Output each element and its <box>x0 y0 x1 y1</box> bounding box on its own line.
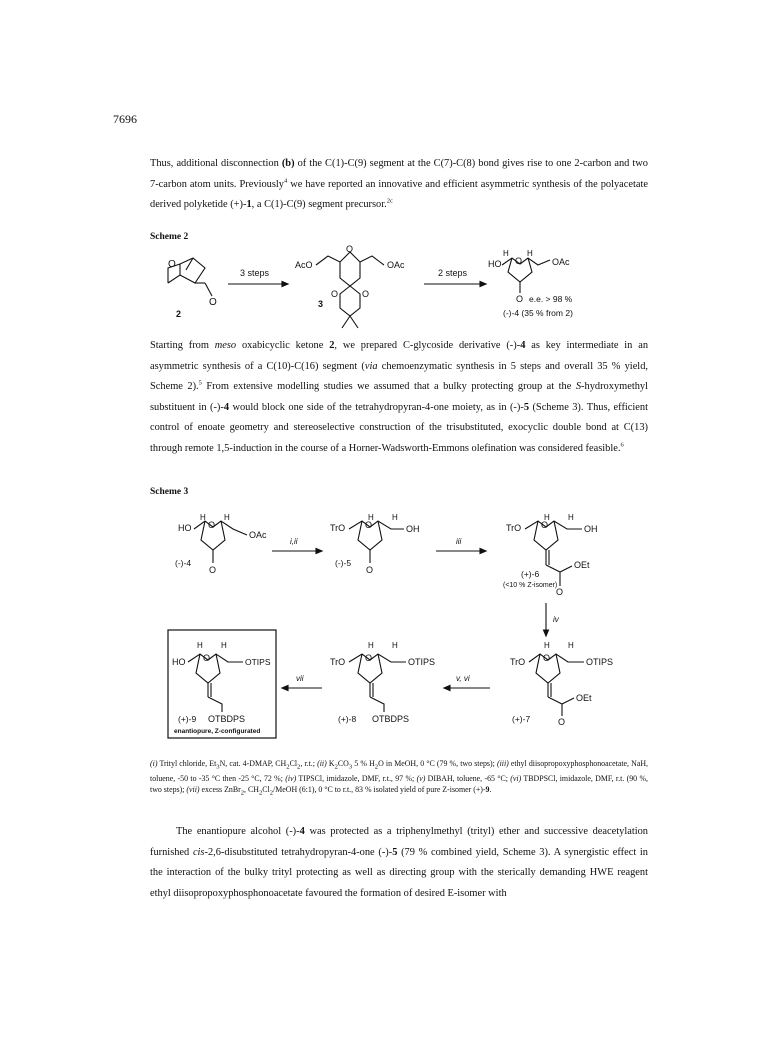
h-label: H <box>544 641 550 650</box>
otips-label: OTIPS <box>245 657 271 667</box>
compound-9-note: enantiopure, Z-configurated <box>174 728 261 735</box>
tro-label: TrO <box>330 523 346 533</box>
text-run: 5 % H <box>352 759 375 768</box>
arrow-label-2-steps: 2 steps <box>438 268 468 278</box>
oxygen-label: O <box>346 244 354 254</box>
text-italic: cis <box>192 846 205 858</box>
otbdps-label: OTBDPS <box>208 714 246 724</box>
h-label: H <box>368 513 374 522</box>
h-label: H <box>527 249 533 258</box>
text-run: . <box>489 784 492 794</box>
text-run: excess ZnBr <box>199 784 241 794</box>
text-run: TBDPSCl, imidazole, DMF, r.t. (90 %, two steps); <box>150 773 648 794</box>
compound-2-number: 2 <box>176 309 182 319</box>
subscript: 2 <box>334 763 338 771</box>
ho-label: HO <box>488 259 502 269</box>
oxygen-label: O <box>209 297 217 308</box>
arrow-head <box>544 630 549 636</box>
oxygen-label: O <box>556 587 564 597</box>
oac-label: OAc <box>552 257 570 267</box>
subscript: 2 <box>374 763 379 771</box>
oxygen-label: O <box>558 717 566 727</box>
text-run: oxabicyclic ketone <box>236 340 330 351</box>
scheme-2-label: Scheme 2 <box>150 232 189 242</box>
reagent-label: iii <box>456 537 462 546</box>
h-label: H <box>224 513 230 522</box>
text-bold: 2 <box>329 340 335 351</box>
oxygen-label: O <box>516 294 524 304</box>
text-bold: 5 <box>523 401 530 413</box>
compound-9-structure <box>172 641 271 735</box>
h-label: H <box>392 513 398 522</box>
text-run: of the C(1)-C(9) segment at the C(7)-C(8) bond gives rise to one 2-carbon and two 7-carbon atom units. Previously <box>150 158 648 190</box>
text-bold: 4 <box>223 401 230 413</box>
text-run: TIPSCl, imidazole, DMF, r.t., 97 %; <box>296 773 417 783</box>
compound-5-label: (-)-5 <box>335 558 352 568</box>
reagent-label: vii <box>296 674 304 683</box>
tro-label: TrO <box>330 657 346 667</box>
h-label: H <box>568 513 574 522</box>
h-label: H <box>197 641 203 650</box>
compound-8-label: (+)-8 <box>338 714 357 724</box>
scheme-3-label: Scheme 3 <box>150 487 189 497</box>
text-run: (Scheme 3). Thus, efficient control of enoate geometry and stereoselective construction of the trisubstituted, exocyclic double bond at C(13) through remote 1,5-induction in the course of a Horner-Wadsworth-Emmons olefination was considered feasible. <box>150 401 648 454</box>
text-run: ethyl diisopropoxyphosphonoacetate, NaH, toluene, -50 to -35 °C then -25 °C, 72 %; <box>150 759 648 783</box>
condition-index: (i) <box>150 759 158 768</box>
text-run: chemoenzymatic synthesis in 5 steps and overall 35 % yield, Scheme 2). <box>150 360 648 392</box>
subscript: 2 <box>240 789 245 797</box>
reagent-label: iv <box>553 615 559 624</box>
text-run: Thus, additional disconnection <box>150 158 282 169</box>
subscript: 2 <box>269 789 274 797</box>
h-label: H <box>392 641 398 650</box>
compound-5-structure <box>330 513 420 575</box>
compound-7-structure <box>510 641 613 727</box>
text-run: (79 % combined yield, Scheme 3). A synergistic effect in the interaction of the bulky trityl protecting as well as directing group with the sterically demanding HWE reagent ethyl diisopropoxyphosphonoacetate favoured the formation of desired E-isomer with <box>150 846 649 899</box>
compound-7-label: (+)-7 <box>512 714 531 724</box>
text-run: The enantiopure alcohol (-)- <box>176 826 300 837</box>
text-italic: meso <box>214 340 237 351</box>
arrow-head <box>282 686 288 691</box>
oxygen-label: O <box>331 289 339 299</box>
scheme-3-conditions <box>150 758 648 798</box>
text-run: Cl <box>262 784 270 794</box>
condition-index: (v) <box>416 773 426 783</box>
compound-6-structure <box>503 513 598 597</box>
text-run: /MeOH (6:1), 0 °C to r.t., 83 % isolated yield of pure Z-isomer (+)- <box>273 784 486 794</box>
h-label: H <box>544 513 550 522</box>
text-bold: 4 <box>299 826 305 837</box>
oxygen-label: O <box>208 520 216 530</box>
text-bold: 9 <box>485 784 490 794</box>
subscript: 2 <box>258 789 263 797</box>
oxygen-label: O <box>365 520 373 530</box>
text-run: , r.t.; <box>300 759 318 768</box>
oet-label: OEt <box>574 560 590 570</box>
h-label: H <box>568 641 574 650</box>
text-run: CO <box>337 759 349 768</box>
ee-label: e.e. > 98 % <box>529 294 573 304</box>
text-run: , we prepared C-glycoside derivative (-)- <box>334 340 521 351</box>
subscript: 3 <box>348 763 353 771</box>
text-run: DIBAH, toluene, -65 °C; <box>425 773 511 783</box>
h-label: H <box>200 513 206 522</box>
text-run: O in MeOH, 0 °C (79 %, two steps); <box>378 759 497 768</box>
text-run: K <box>326 759 335 768</box>
tro-label: TrO <box>510 657 526 667</box>
oxygen-label: O <box>209 565 217 575</box>
text-bold: (b) <box>281 158 295 169</box>
tro-label: TrO <box>506 523 522 533</box>
oac-label: OAc <box>249 530 267 540</box>
otips-label: OTIPS <box>586 657 614 667</box>
oxygen-label: O <box>168 259 176 270</box>
compound-6-isomer-note: (<10 % Z-isomer) <box>503 582 558 589</box>
h-label: H <box>221 641 227 650</box>
oxygen-label: O <box>365 653 373 663</box>
text-run: Starting from <box>150 340 215 351</box>
text-run: Trityl chloride, Et <box>157 759 217 768</box>
oh-label: OH <box>584 524 598 534</box>
text-run: From extensive modelling studies we assumed that a bulky protecting group at the <box>201 381 576 392</box>
oxygen-label: O <box>366 565 374 575</box>
reference-superscript: 2c <box>386 197 393 205</box>
reference-superscript: 5 <box>198 379 202 387</box>
oxygen-label: O <box>203 653 211 663</box>
arrow-head <box>316 549 322 554</box>
compound-6-label: (+)-6 <box>521 569 540 579</box>
arrow-label-3-steps: 3 steps <box>240 268 270 278</box>
arrow-head <box>480 549 486 554</box>
text-bold: 5 <box>392 846 398 858</box>
oxygen-label: O <box>515 256 523 266</box>
compound-8-structure <box>330 641 435 724</box>
condition-index: (iv) <box>285 773 297 783</box>
reference-superscript: 6 <box>620 441 624 449</box>
text-run: -2,6-disubstituted tetrahydropyran-4-one (-)- <box>204 846 393 858</box>
text-run: -hydroxymethyl substituent in (-)- <box>150 381 648 413</box>
text-run: would block one side of the tetrahydropyran-4-one moiety, as in (-)- <box>229 401 524 413</box>
reference-superscript: 4 <box>283 177 288 185</box>
subscript: 3 <box>216 763 220 771</box>
oxygen-label: O <box>543 653 551 663</box>
text-italic: via <box>364 360 378 372</box>
condition-index: (ii) <box>317 759 327 768</box>
reagent-label: i,ii <box>290 537 298 546</box>
otips-label: OTIPS <box>408 657 436 667</box>
h-label: H <box>368 641 374 650</box>
condition-index: (vi) <box>510 773 522 783</box>
ho-label: HO <box>172 657 186 667</box>
text-run: Cl <box>289 759 298 768</box>
paragraph-results <box>150 822 648 904</box>
aco-label: AcO <box>295 260 313 270</box>
compound-4-label: (-)-4 <box>175 558 192 568</box>
oh-label: OH <box>406 524 420 534</box>
text-bold: 4 <box>520 340 526 351</box>
h-label: H <box>503 249 509 258</box>
subscript: 2 <box>297 763 301 771</box>
oac-label: OAc <box>387 260 405 270</box>
compound-4-structure <box>175 513 267 575</box>
text-run: we have reported an innovative and efficient asymmetric synthesis of the polyacetate derived polyketide (+)- <box>150 178 649 210</box>
oxygen-label: O <box>541 520 549 530</box>
page-number: 7696 <box>113 112 137 126</box>
text-run: as key intermediate in an asymmetric synthesis of a C(10)-C(16) segment ( <box>150 340 649 372</box>
text-run: , CH <box>244 784 259 794</box>
subscript: 2 <box>286 763 290 771</box>
oet-label: OEt <box>576 693 592 703</box>
oxygen-label: O <box>362 289 370 299</box>
condition-index: (vii) <box>186 784 200 794</box>
compound-9-label: (+)-9 <box>178 714 197 724</box>
text-bold: 1 <box>246 199 252 210</box>
text-run: N, cat. 4-DMAP, CH <box>219 759 287 768</box>
ho-label: HO <box>178 523 192 533</box>
otbdps-label: OTBDPS <box>372 714 410 724</box>
reagent-label: v, vi <box>456 674 470 683</box>
text-run: was protected as a triphenylmethyl (trityl) ether and successive deacetylation furnished <box>150 826 648 858</box>
text-italic: S <box>575 381 582 392</box>
compound-3-number: 3 <box>318 299 324 309</box>
condition-index: (iii) <box>496 759 509 768</box>
text-run: , a C(1)-C(9) segment precursor. <box>251 199 387 210</box>
compound-4-label: (-)-4 (35 % from 2) <box>503 308 573 318</box>
arrow-head <box>444 686 450 691</box>
